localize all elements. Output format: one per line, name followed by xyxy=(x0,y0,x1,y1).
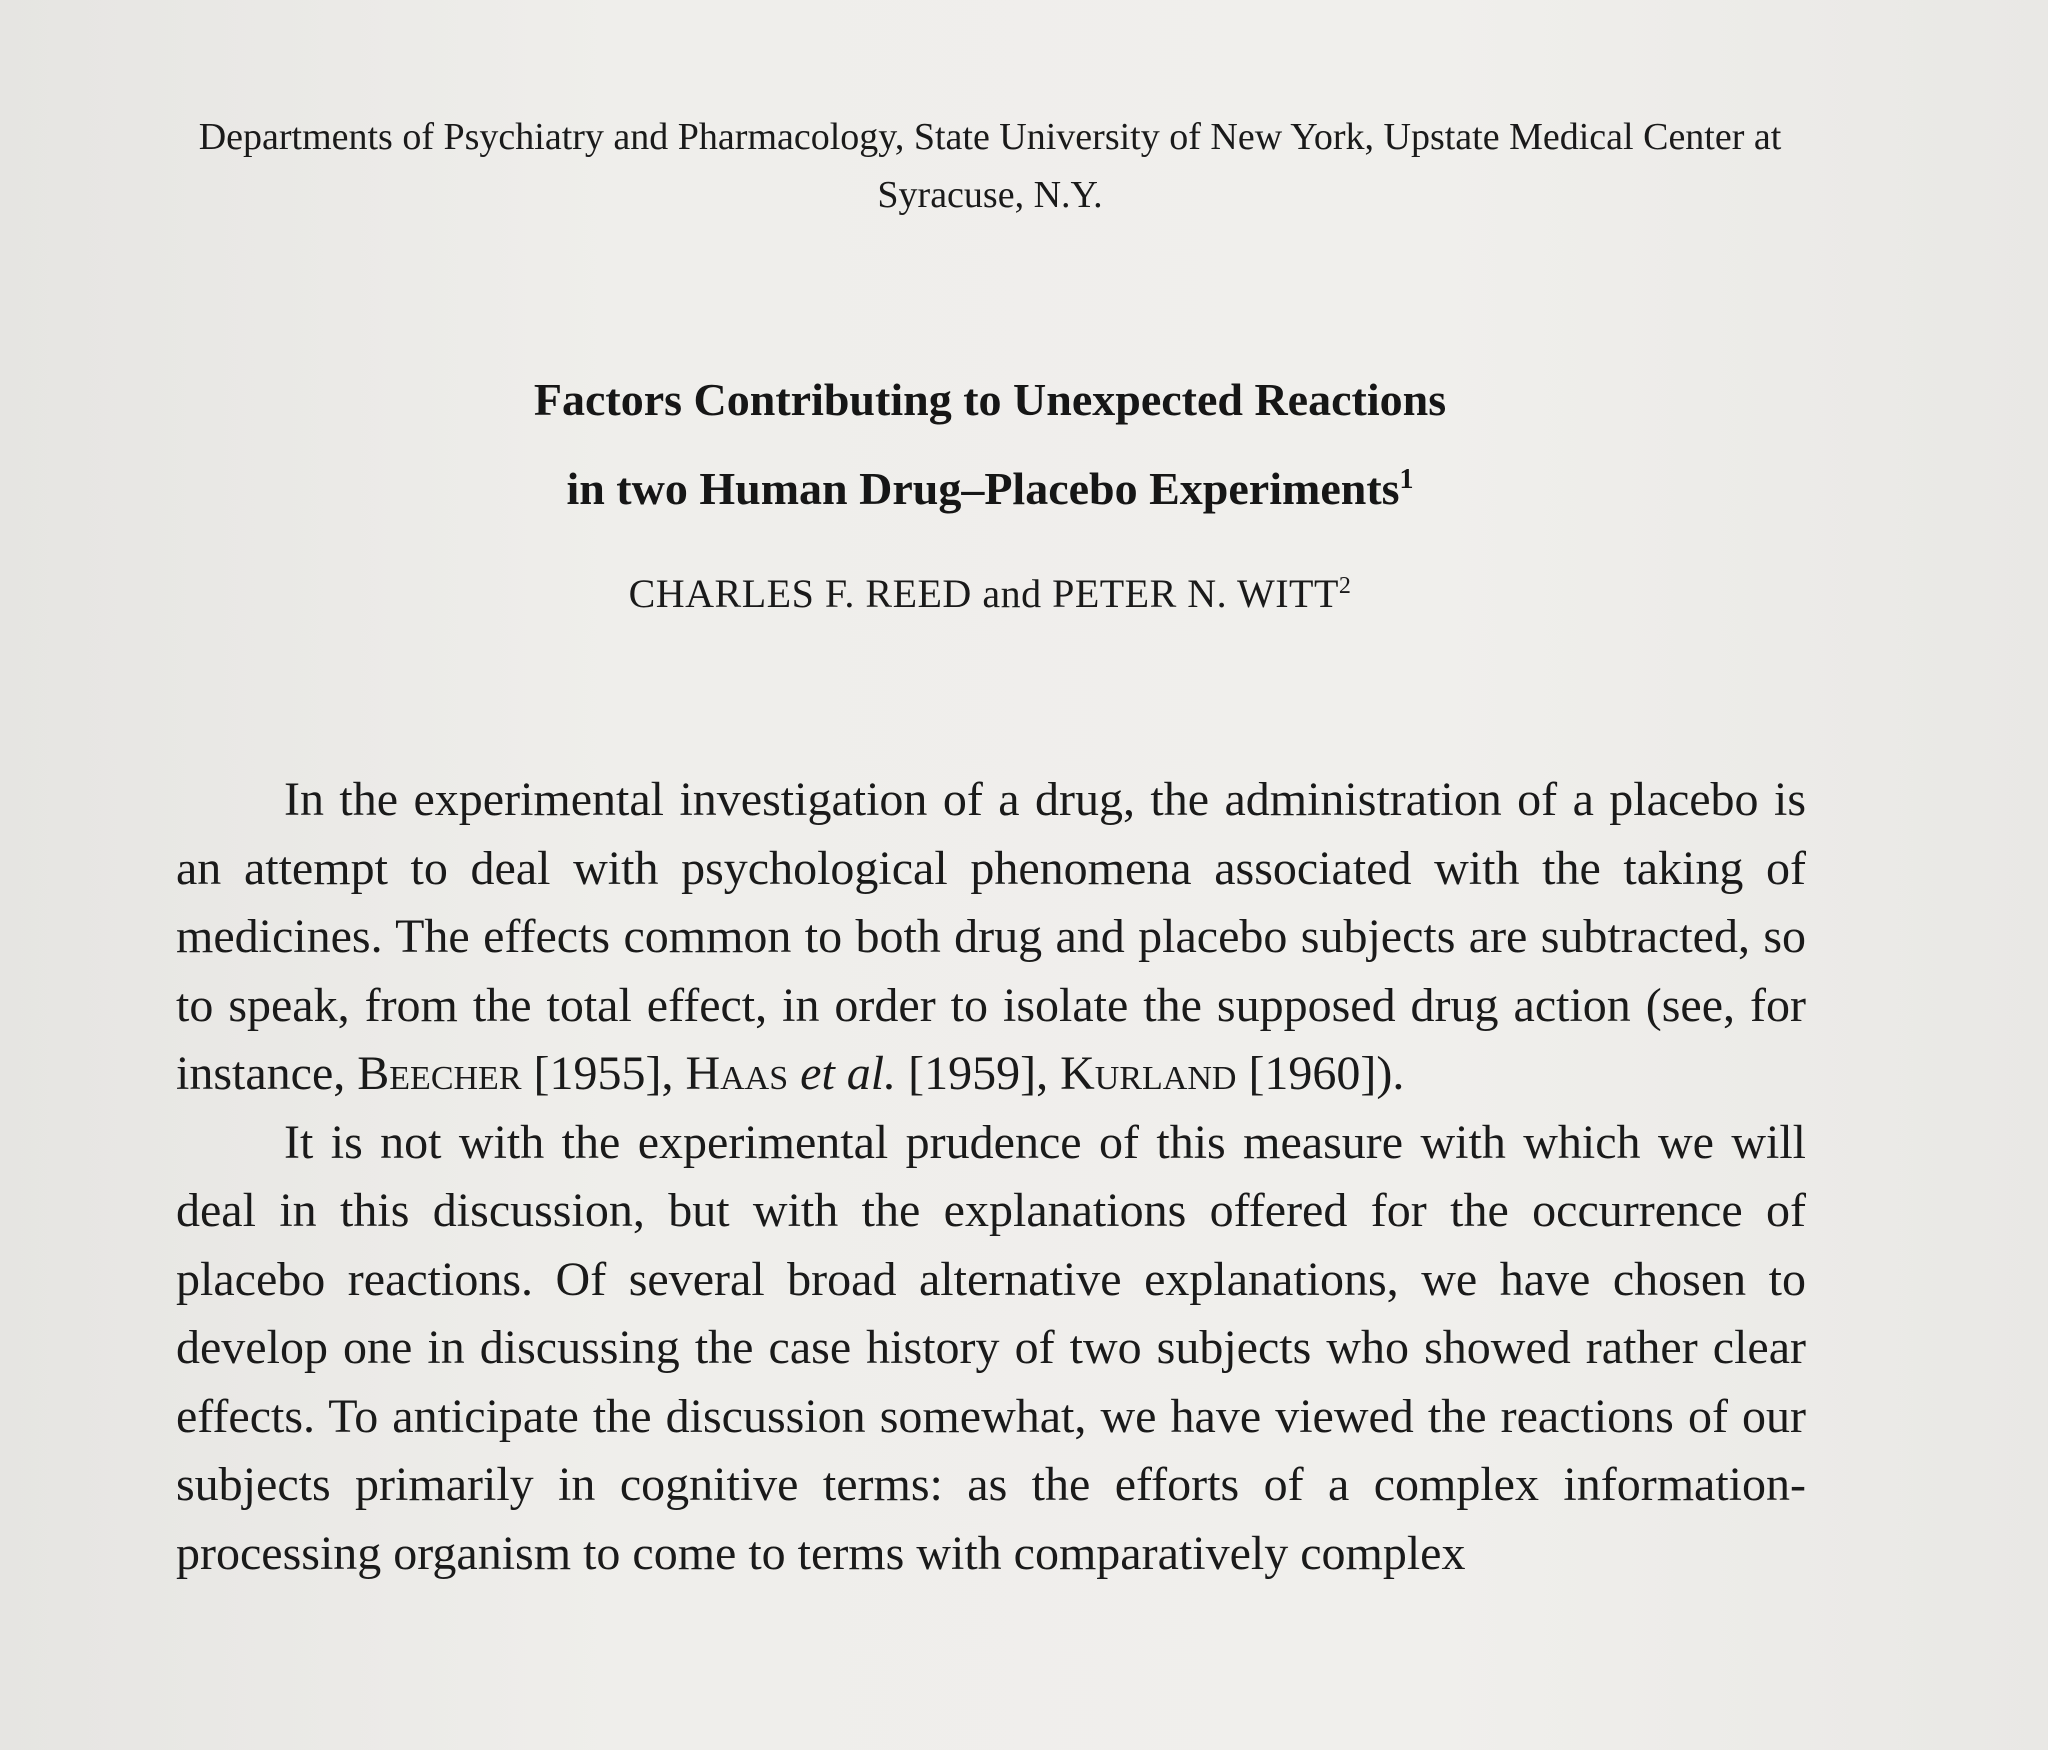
citation-beecher-year: [1955], xyxy=(521,1047,686,1100)
citation-beecher: Beecher xyxy=(357,1047,522,1100)
citation-kurland: Kurland xyxy=(1060,1047,1237,1100)
authors-footnote-marker: 2 xyxy=(1338,573,1352,599)
author-line xyxy=(170,570,1810,617)
citation-haas-etal: et al. xyxy=(800,1047,897,1100)
article-title xyxy=(170,360,1810,529)
affiliation: Departments of Psychiatry and Pharmacology, State University of New York, Upstate Medical Center at Syracuse, N.Y. xyxy=(198,116,1782,216)
citation-haas-year: [1959], xyxy=(896,1047,1061,1100)
title-line-2-text: in two Human Drug–Placebo Experiments xyxy=(566,463,1400,514)
title-line-1: Factors Contributing to Unexpected Reactions xyxy=(533,374,1447,425)
title-line-2 xyxy=(170,440,1810,529)
citation-haas: Haas xyxy=(685,1047,789,1100)
title-footnote-marker: 1 xyxy=(1399,464,1414,495)
citation-kurland-year: [1960]). xyxy=(1236,1047,1405,1100)
paragraph-1-text: In the experimental investigation of a drug, the administration of a placebo is an attempt to deal with psychological phenomena associated with the taking of medicines. The effects common to both drug and placebo subjects are subtracted, so to speak, from the total effect, in order to isolate the supposed drug action (see, for instance, xyxy=(176,773,1806,1100)
paragraph-2: It is not with the experimental prudence of this measure with which we will deal in this discussion, but with the explanations offered for the occurrence of placebo reactions. Of several broad alternative explanations, we have chosen to develop one in discussing the case history of two subjects who showed rather clear effects. To anticipate the discussion somewhat, we have viewed the reactions of our subjects primarily in cognitive terms: as the efforts of a complex information-processing organism to come to terms with comparatively complex xyxy=(176,1115,1806,1580)
body-text xyxy=(176,766,1806,1588)
authors-text: CHARLES F. REED and PETER N. WITT xyxy=(628,571,1339,616)
paragraph-1 xyxy=(176,766,1806,1109)
